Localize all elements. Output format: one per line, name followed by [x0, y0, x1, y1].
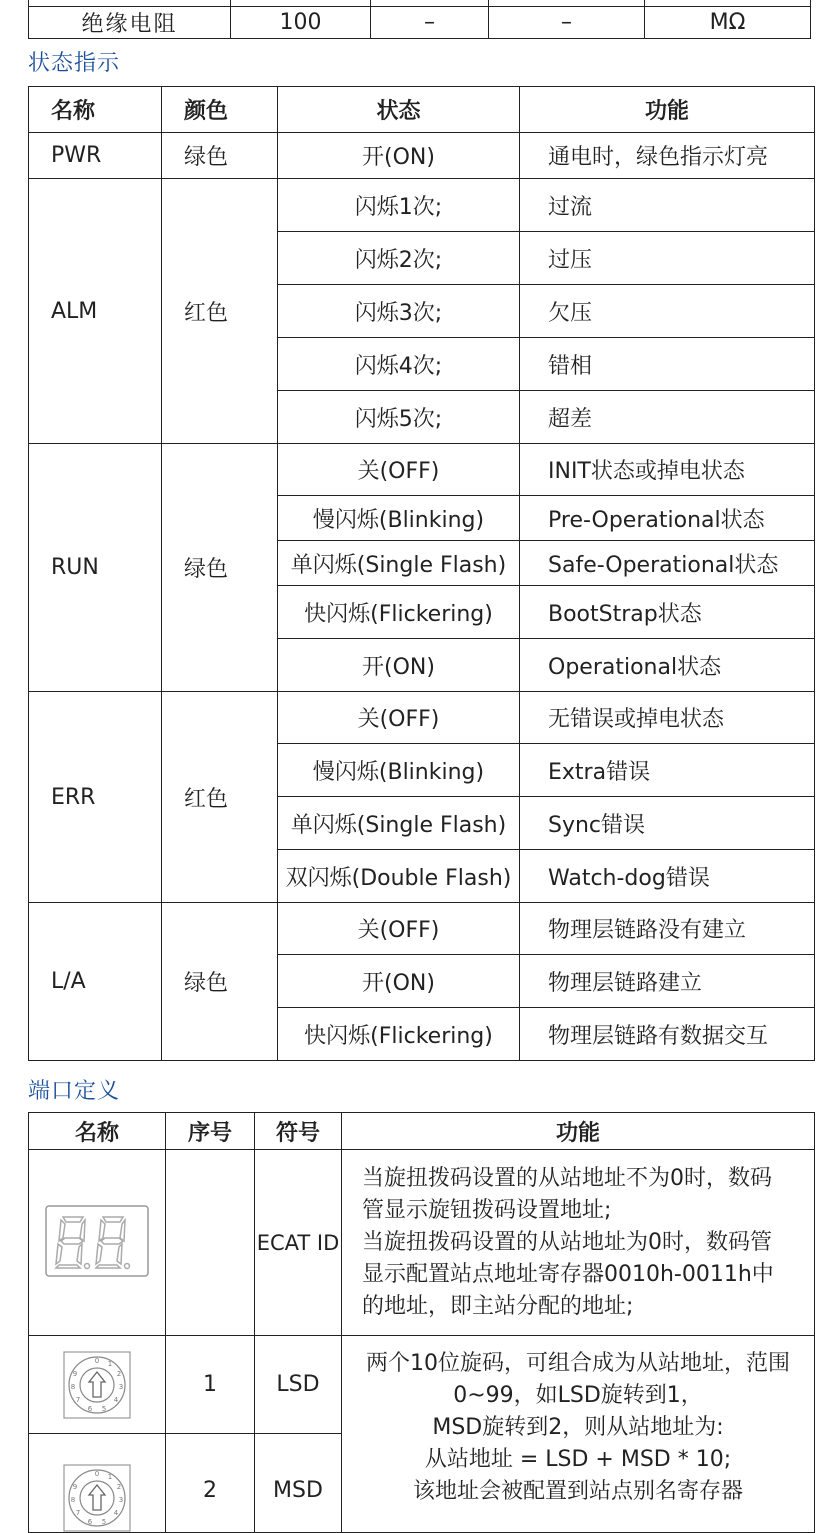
- indicator-function: 物理层链路建立: [520, 955, 815, 1008]
- svg-text:4: 4: [113, 1509, 119, 1517]
- cell: –: [371, 7, 489, 39]
- svg-text:4: 4: [113, 1395, 119, 1404]
- indicator-color: 绿色: [162, 133, 278, 179]
- table-row: [29, 133, 815, 179]
- indicator-function: 超差: [520, 391, 815, 444]
- indicator-state: 单闪烁(Single Flash): [278, 797, 520, 850]
- indicator-function: 无错误或掉电状态: [520, 692, 815, 744]
- indicator-state: 双闪烁(Double Flash): [278, 850, 520, 903]
- msd-symbol: MSD: [255, 1434, 342, 1533]
- svg-text:1: 1: [107, 1473, 113, 1481]
- indicator-name: PWR: [29, 133, 162, 179]
- svg-text:3: 3: [118, 1382, 124, 1391]
- ecat-function-line: 当旋扭拨码设置的从站地址不为0时，数码: [362, 1165, 772, 1191]
- indicator-name: L/A: [29, 903, 162, 1061]
- status-section-title: 状态指示: [28, 51, 121, 76]
- indicator-function: Watch-dog错误: [520, 850, 815, 903]
- indicator-color: 绿色: [162, 903, 278, 1061]
- indicator-state: 快闪烁(Flickering): [278, 1008, 520, 1061]
- cell: 100: [231, 7, 371, 39]
- indicator-function: Pre-Operational状态: [520, 496, 815, 541]
- svg-text:5: 5: [101, 1404, 107, 1413]
- indicator-function: Sync错误: [520, 797, 815, 850]
- svg-text:8: 8: [70, 1382, 76, 1391]
- indicator-function: BootStrap状态: [520, 586, 815, 639]
- indicator-state: 快闪烁(Flickering): [278, 586, 520, 639]
- indicator-state: 慢闪烁(Blinking): [278, 744, 520, 797]
- msd-index: 2: [166, 1434, 255, 1533]
- indicator-color: 红色: [162, 692, 278, 903]
- ecat-function-line: 管显示旋钮拨码设置地址;: [362, 1197, 612, 1223]
- indicator-function: Extra错误: [520, 744, 815, 797]
- svg-text:6: 6: [87, 1404, 93, 1413]
- header-name: 名称: [29, 1113, 166, 1150]
- header-name: 名称: [29, 87, 162, 133]
- ecat-display-cell: [29, 1150, 166, 1336]
- indicator-function: 物理层链路有数据交互: [520, 1008, 815, 1061]
- table-row: [29, 179, 815, 232]
- dial-function: [342, 1336, 815, 1533]
- lsd-symbol: LSD: [255, 1336, 342, 1434]
- lsd-index: 1: [166, 1336, 255, 1434]
- svg-text:1: 1: [107, 1359, 113, 1368]
- ecat-function: [342, 1150, 815, 1336]
- indicator-color: 绿色: [162, 444, 278, 692]
- table-header-row: [29, 1113, 815, 1150]
- svg-text:9: 9: [72, 1483, 78, 1491]
- svg-text:2: 2: [116, 1369, 122, 1378]
- port-section-title: 端口定义: [28, 1079, 121, 1104]
- ecat-function-line: 当旋扭拨码设置的从站地址为0时，数码管: [362, 1229, 772, 1255]
- table-row: [29, 1336, 815, 1434]
- indicator-color: 红色: [162, 179, 278, 444]
- dial-function-line: 从站地址 = LSD + MSD * 10;: [424, 1447, 732, 1472]
- lsd-dial-cell: [29, 1336, 166, 1434]
- dial-function-line: 两个10位旋码，可组合成为从站地址，范围: [366, 1351, 790, 1376]
- cell: –: [489, 7, 645, 39]
- ecat-function-line: 显示配置站点地址寄存器0010h-0011h中: [362, 1261, 774, 1287]
- cell: 绝缘电阻: [29, 7, 231, 39]
- dial-function-line: 0~99，如LSD旋转到1，: [453, 1383, 703, 1408]
- svg-text:0: 0: [94, 1470, 100, 1478]
- indicator-function: 过流: [520, 179, 815, 232]
- svg-text:7: 7: [75, 1509, 81, 1517]
- ecat-function-line: 的地址，即主站分配的地址;: [362, 1293, 634, 1319]
- indicator-state: 慢闪烁(Blinking): [278, 496, 520, 541]
- header-symbol: 符号: [255, 1113, 342, 1150]
- svg-text:0: 0: [94, 1356, 100, 1365]
- indicator-name: RUN: [29, 444, 162, 692]
- svg-text:8: 8: [70, 1496, 76, 1504]
- svg-text:6: 6: [87, 1518, 93, 1526]
- dial-function-line: 该地址会被配置到站点别名寄存器: [412, 1479, 743, 1504]
- indicator-function: Safe-Operational状态: [520, 541, 815, 586]
- ecat-symbol: ECAT ID: [255, 1150, 342, 1336]
- svg-text:5: 5: [101, 1518, 107, 1526]
- table-row: [29, 1150, 815, 1336]
- indicator-state: 开(ON): [278, 639, 520, 692]
- header-color: 颜色: [162, 87, 278, 133]
- ecat-index-cell: [166, 1150, 255, 1336]
- table-row: [29, 903, 815, 955]
- indicator-name: ERR: [29, 692, 162, 903]
- table-row: [29, 444, 815, 496]
- indicator-state: 单闪烁(Single Flash): [278, 541, 520, 586]
- indicator-state: 闪烁2次;: [278, 232, 520, 285]
- svg-text:2: 2: [116, 1483, 122, 1491]
- indicator-state: 闪烁4次;: [278, 338, 520, 391]
- svg-text:9: 9: [72, 1369, 78, 1378]
- indicator-function: 错相: [520, 338, 815, 391]
- table-row: [29, 7, 811, 39]
- indicator-function: 物理层链路没有建立: [520, 903, 815, 955]
- indicator-function: 通电时，绿色指示灯亮: [520, 133, 815, 179]
- indicator-state: 闪烁3次;: [278, 285, 520, 338]
- indicator-state: 闪烁5次;: [278, 391, 520, 444]
- seven-segment-display-icon: [45, 1205, 149, 1277]
- header-index: 序号: [166, 1113, 255, 1150]
- table-row: [29, 692, 815, 744]
- header-function: 功能: [520, 87, 815, 133]
- indicator-function: Operational状态: [520, 639, 815, 692]
- table-header-row: [29, 87, 815, 133]
- header-state: 状态: [278, 87, 520, 133]
- indicator-state: 开(ON): [278, 955, 520, 1008]
- rotary-switch-icon: [63, 1351, 131, 1419]
- port-table: [28, 1112, 815, 1533]
- electrical-spec-table: [28, 0, 811, 39]
- indicator-state: 开(ON): [278, 133, 520, 179]
- header-function: 功能: [342, 1113, 815, 1150]
- msd-dial-cell: [29, 1434, 166, 1533]
- indicator-function: 欠压: [520, 285, 815, 338]
- svg-text:7: 7: [75, 1395, 81, 1404]
- status-table: [28, 86, 815, 1061]
- indicator-function: 过压: [520, 232, 815, 285]
- indicator-state: 闪烁1次;: [278, 179, 520, 232]
- indicator-function: INIT状态或掉电状态: [520, 444, 815, 496]
- indicator-name: ALM: [29, 179, 162, 444]
- indicator-state: 关(OFF): [278, 692, 520, 744]
- indicator-state: 关(OFF): [278, 903, 520, 955]
- svg-text:3: 3: [118, 1496, 124, 1504]
- rotary-switch-icon: [63, 1464, 131, 1532]
- cell: MΩ: [645, 7, 811, 39]
- dial-function-line: MSD旋转到2，则从站地址为:: [432, 1415, 724, 1440]
- indicator-state: 关(OFF): [278, 444, 520, 496]
